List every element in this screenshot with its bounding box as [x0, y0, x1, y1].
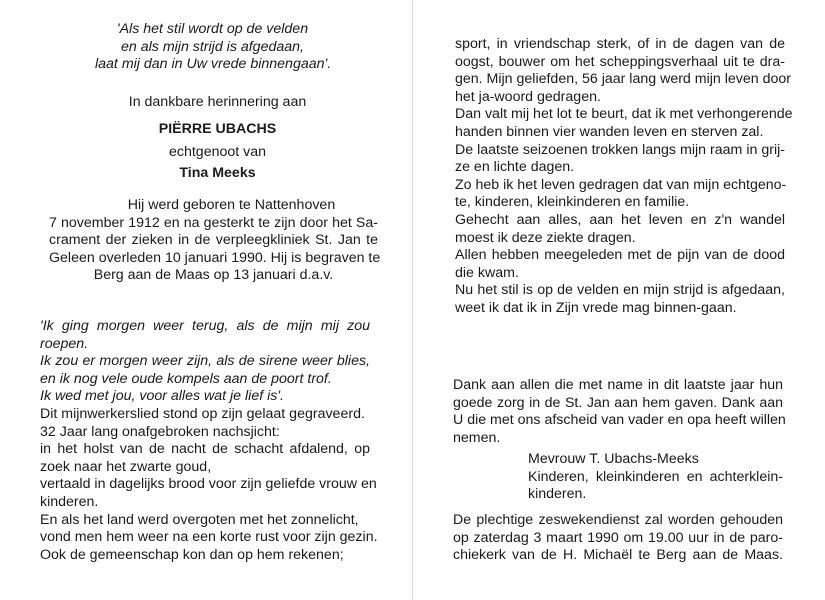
- left-page: [0, 0, 412, 600]
- service-notice: [453, 512, 783, 565]
- thanks-line: Dank aan allen die met name in dit laatste jaar hun: [453, 377, 783, 393]
- story-line: Nu het stil is op de velden en mijn strijd is afgedaan,: [455, 282, 785, 299]
- story-line: sport, in vriendschap sterk, of in de dagen van de: [455, 36, 785, 52]
- song-line: Ik zou er morgen weer zijn, als de sirene weer blies,: [40, 353, 370, 370]
- story-line: die kwam.: [455, 264, 519, 281]
- service-line: op zaterdag 3 maart 1990 om 19.00 uur in de paro-: [453, 529, 783, 546]
- biography-line: 7 november 1912 en na gesterkt te zijn door het Sa-: [49, 214, 378, 231]
- spouse-name: Tina Meeks: [179, 165, 256, 181]
- spouse-relation: echtgenoot van: [168, 144, 267, 160]
- signature-line: Kinderen, kleinkinderen en achterklein-: [528, 468, 783, 485]
- story-line: ze en lichte dagen.: [455, 159, 575, 176]
- poem-line: 'Als het stil wordt op de velden: [116, 21, 309, 37]
- story-line: Dit mijnwerkerslied stond op zijn gelaat gegraveerd.: [40, 406, 365, 422]
- story-line: Gehecht aan alles, aan het leven en z'n wandel: [455, 211, 785, 228]
- story-line: handen binnen vier wanden leven en sterven zal.: [455, 123, 764, 140]
- story-continued: [455, 36, 793, 318]
- story-line: En als het land werd overgoten met het zonnelicht,: [40, 511, 359, 528]
- song-line: Ik wed met jou, voor alles wat je lief is'.: [40, 388, 284, 405]
- story-line: gen. Mijn geliefden, 56 jaar lang werd mijn leven door: [455, 71, 791, 88]
- opening-poem: [95, 21, 330, 74]
- story-line: 32 Jaar lang onafgebroken nachsjicht:: [40, 423, 280, 440]
- service-line: De plechtige zeswekendienst zal worden gehouden: [453, 512, 783, 528]
- song-line: en ik nog vele oude kompels aan de poort trof.: [40, 370, 332, 387]
- biography-line: Geleen overleden 10 januari 1990. Hij is begraven te: [49, 249, 381, 266]
- song-line: 'Ik ging morgen weer terug, als de mijn mij zou: [40, 318, 370, 334]
- biography-line: Berg aan de Maas op 13 januari d.a.v.: [93, 267, 334, 284]
- story-line: het ja-woord gedragen.: [455, 88, 601, 105]
- poem-line: en als mijn strijd is afgedaan,: [121, 38, 304, 55]
- story-line: kinderen.: [40, 493, 99, 510]
- thanks-line: nemen.: [453, 429, 501, 446]
- thanks: [453, 377, 786, 447]
- story-line: oogst, bouwer om het scheppingsverhaal uit te dra-: [455, 53, 785, 70]
- story: [40, 406, 378, 564]
- thanks-line: goede zorg in de St. Jan aan hem gaven. Dank aan: [453, 394, 783, 411]
- signature: [528, 451, 783, 504]
- signature-line: Mevrouw T. Ubachs-Meeks: [528, 451, 699, 467]
- story-line: in het holst van de nacht de schacht afdalend, op: [40, 441, 370, 458]
- story-line: Ook de gemeenschap kon dan op hem rekenen;: [40, 546, 344, 563]
- dedication: In dankbare herinnering aan: [128, 94, 307, 110]
- story-line: weet ik dat ik in Zijn vrede mag binnen-gaan.: [455, 299, 737, 316]
- signature-line: kinderen.: [528, 486, 587, 503]
- poem-line: laat mij dan in Uw vrede binnengaan'.: [95, 56, 332, 73]
- story-line: zoek naar het zwarte goud,: [40, 458, 212, 475]
- miner-song: [40, 318, 370, 406]
- story-line: De laatste seizoenen trokken langs mijn raam in grij-: [455, 141, 785, 158]
- biography-line: crament der zieken in de verpleegkliniek St. Jan te: [49, 232, 378, 249]
- story-line: Zo heb ik het leven gedragen dat van mijn echtgeno-: [455, 176, 787, 193]
- story-line: vertaald in dagelijks brood voor zijn geliefde vrouw en: [40, 476, 377, 493]
- story-line: vond men hem weer na een korte rust voor zijn gezin.: [40, 529, 378, 546]
- biography: [49, 197, 381, 285]
- story-line: te, kinderen, kleinkinderen en familie.: [455, 194, 690, 211]
- right-page: [413, 0, 825, 600]
- service-line: chiekerk van de H. Michaël te Berg aan de Maas.: [453, 547, 783, 564]
- story-line: Dan valt mij het lot te beurt, dat ik met verhongerende: [455, 106, 793, 123]
- deceased-name: PIËRRE UBACHS: [158, 121, 277, 137]
- biography-line: Hij werd geboren te Nattenhoven: [127, 197, 336, 213]
- story-line: Allen hebben meegeleden met de pijn van de dood: [455, 247, 785, 264]
- thanks-line: U die met ons afscheid van vader en opa heeft willen: [453, 412, 786, 429]
- story-line: moest ik deze ziekte dragen.: [455, 229, 636, 246]
- song-line: roepen.: [40, 335, 89, 352]
